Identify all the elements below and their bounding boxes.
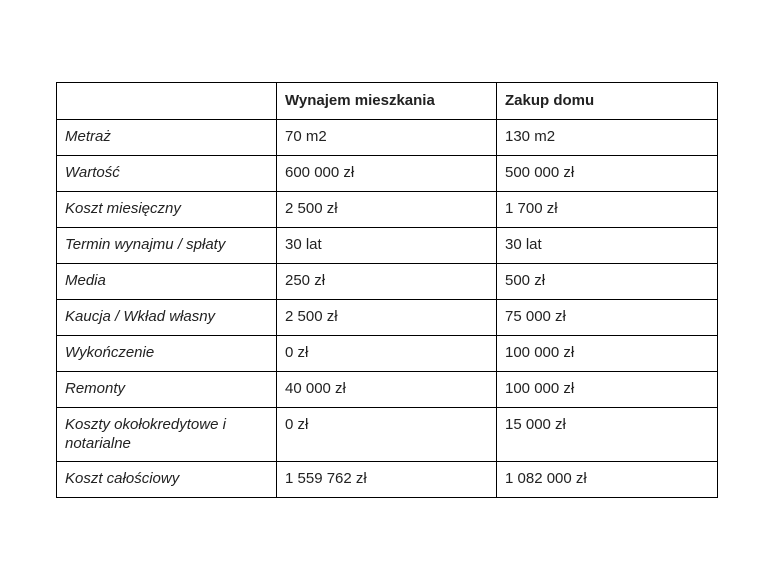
table-row [57, 408, 718, 462]
row-label: Kaucja / Wkład własny [57, 300, 277, 336]
rent-value: 40 000 zł [277, 372, 497, 408]
table-row [57, 192, 718, 228]
row-label: Koszt całościowy [57, 462, 277, 498]
header-empty-cell [57, 83, 277, 120]
table-row [57, 336, 718, 372]
table-row [57, 300, 718, 336]
buy-value: 500 000 zł [497, 156, 718, 192]
buy-value: 130 m2 [497, 120, 718, 156]
row-label: Wartość [57, 156, 277, 192]
rent-value: 250 zł [277, 264, 497, 300]
row-label: Media [57, 264, 277, 300]
buy-value: 1 082 000 zł [497, 462, 718, 498]
table-row [57, 462, 718, 498]
row-label: Metraż [57, 120, 277, 156]
buy-value: 1 700 zł [497, 192, 718, 228]
rent-value: 70 m2 [277, 120, 497, 156]
comparison-table [56, 82, 718, 498]
header-buy: Zakup domu [497, 83, 718, 120]
rent-value: 2 500 zł [277, 300, 497, 336]
rent-value: 1 559 762 zł [277, 462, 497, 498]
buy-value: 100 000 zł [497, 336, 718, 372]
row-label: Koszt miesięczny [57, 192, 277, 228]
rent-value: 600 000 zł [277, 156, 497, 192]
buy-value: 500 zł [497, 264, 718, 300]
rent-value: 0 zł [277, 336, 497, 372]
buy-value: 30 lat [497, 228, 718, 264]
header-rent: Wynajem mieszkania [277, 83, 497, 120]
rent-value: 2 500 zł [277, 192, 497, 228]
row-label: Wykończenie [57, 336, 277, 372]
row-label: Termin wynajmu / spłaty [57, 228, 277, 264]
rent-value: 30 lat [277, 228, 497, 264]
row-label: Koszty okołokredytowe i notarialne [57, 408, 277, 462]
table-row [57, 120, 718, 156]
buy-value: 75 000 zł [497, 300, 718, 336]
table-row [57, 264, 718, 300]
buy-value: 15 000 zł [497, 408, 718, 462]
table-row [57, 372, 718, 408]
buy-value: 100 000 zł [497, 372, 718, 408]
table-row [57, 228, 718, 264]
header-row [57, 83, 718, 120]
table-row [57, 156, 718, 192]
rent-value: 0 zł [277, 408, 497, 462]
row-label: Remonty [57, 372, 277, 408]
